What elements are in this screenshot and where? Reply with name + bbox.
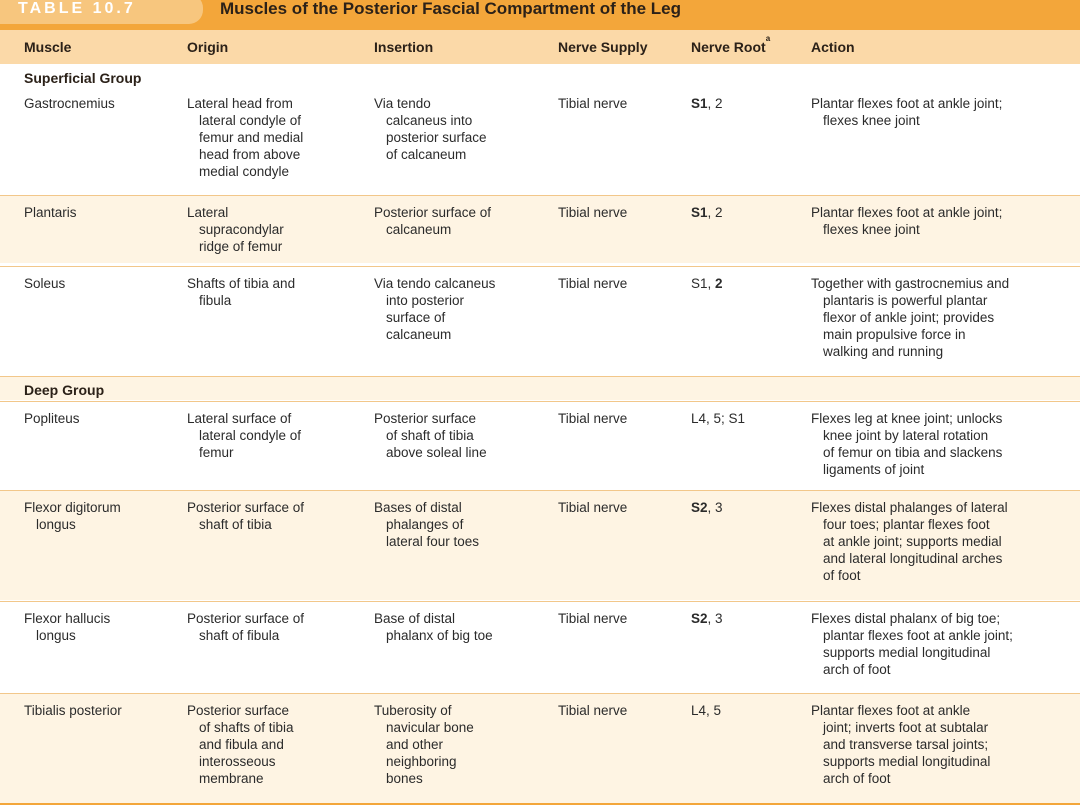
cell-muscle — [24, 499, 121, 533]
cell-nerve-root — [691, 275, 723, 292]
cell-insertion-line: Base of distal — [374, 611, 456, 626]
cell-insertion — [374, 410, 487, 461]
nerve-supply-text: Tibial nerve — [558, 205, 628, 220]
cell-origin-line: fibula — [199, 293, 232, 308]
cell-insertion-line: bones — [386, 771, 423, 786]
cell-insertion — [374, 499, 479, 550]
nerve-root-text — [691, 204, 723, 221]
cell-nerve-supply — [558, 410, 627, 427]
table-title: Muscles of the Posterior Fascial Compartment of the Leg — [220, 0, 681, 18]
column-header-action: Action — [811, 39, 855, 55]
cell-action — [811, 204, 1002, 238]
cell-origin-line: Posterior surface of — [187, 611, 305, 626]
cell-insertion-line: phalanx of big toe — [386, 628, 493, 643]
column-header-nerve-supply: Nerve Supply — [558, 39, 648, 55]
cell-muscle-line: Flexor hallucis — [24, 611, 111, 626]
nerve-root-text — [691, 499, 723, 516]
nerve-root-secondary: , 2 — [707, 205, 723, 220]
nerve-root-label: Nerve Root — [691, 39, 766, 55]
cell-muscle-line: longus — [36, 628, 76, 643]
cell-insertion — [374, 610, 493, 644]
cell-insertion-line: Tuberosity of — [374, 703, 452, 718]
cell-muscle-line: Flexor digitorum — [24, 500, 121, 515]
nerve-supply-text: Tibial nerve — [558, 411, 628, 426]
nerve-root-text — [691, 610, 723, 627]
cell-muscle — [24, 702, 122, 719]
nerve-supply-text: Tibial nerve — [558, 611, 628, 626]
cell-origin — [187, 95, 303, 180]
cell-action-line: joint; inverts foot at subtalar — [823, 720, 989, 735]
cell-action — [811, 702, 990, 787]
cell-action-line: flexor of ankle joint; provides — [823, 310, 995, 325]
cell-action-line: supports medial longitudinal — [823, 754, 991, 769]
cell-insertion-line: and other — [386, 737, 444, 752]
cell-origin-line: femur — [199, 445, 234, 460]
cell-action — [811, 275, 1009, 360]
cell-muscle-line: Plantaris — [24, 205, 77, 220]
cell-origin-line: lateral condyle of — [199, 113, 302, 128]
nerve-root-primary: S1 — [691, 205, 708, 220]
cell-action-line: knee joint by lateral rotation — [823, 428, 989, 443]
table-bottom-rule — [0, 803, 1080, 805]
cell-action-line: of foot — [823, 568, 861, 583]
cell-origin-line: of shafts of tibia — [199, 720, 294, 735]
nerve-root-primary: 2 — [715, 276, 723, 291]
cell-action-line: arch of foot — [823, 662, 891, 677]
cell-action-line: Plantar flexes foot at ankle — [811, 703, 971, 718]
cell-nerve-root — [691, 610, 723, 627]
cell-nerve-root — [691, 702, 721, 719]
cell-insertion-line: navicular bone — [386, 720, 474, 735]
cell-origin-line: Lateral — [187, 205, 229, 220]
nerve-root-primary: S1 — [691, 96, 708, 111]
cell-muscle-line: Gastrocnemius — [24, 96, 115, 111]
cell-action-line: supports medial longitudinal — [823, 645, 991, 660]
column-header-origin: Origin — [187, 39, 229, 55]
cell-origin-line: membrane — [199, 771, 264, 786]
nerve-root-secondary: L4, 5; S1 — [691, 411, 746, 426]
cell-nerve-root — [691, 95, 723, 112]
nerve-supply-text: Tibial nerve — [558, 500, 628, 515]
group-label-deep: Deep Group — [24, 382, 105, 398]
cell-action-line: four toes; plantar flexes foot — [823, 517, 990, 532]
cell-insertion-line: Bases of distal — [374, 500, 462, 515]
cell-insertion — [374, 95, 487, 163]
nerve-root-secondary: S1, — [691, 276, 716, 291]
cell-origin — [187, 499, 304, 533]
cell-nerve-supply — [558, 702, 627, 719]
cell-action-line: at ankle joint; supports medial — [823, 534, 1002, 549]
cell-action-line: ligaments of joint — [823, 462, 925, 477]
cell-insertion-line: lateral four toes — [386, 534, 480, 549]
column-header-nerve-root — [691, 30, 770, 64]
table-row — [0, 195, 1080, 263]
cell-insertion-line: above soleal line — [386, 445, 487, 460]
cell-origin-line: shaft of tibia — [199, 517, 272, 532]
cell-insertion-line: calcaneum — [386, 222, 452, 237]
nerve-root-secondary: , 3 — [707, 500, 723, 515]
cell-muscle — [24, 95, 115, 112]
cell-nerve-supply — [558, 95, 627, 112]
nerve-root-secondary: , 3 — [707, 611, 723, 626]
cell-insertion-line: calcaneus into — [386, 113, 473, 128]
cell-muscle — [24, 410, 80, 427]
nerve-supply-text: Tibial nerve — [558, 276, 628, 291]
column-header-row — [0, 30, 1080, 64]
cell-origin — [187, 275, 295, 309]
cell-origin-line: Posterior surface of — [187, 500, 305, 515]
table-number-tag: TABLE 10.7 — [0, 0, 203, 24]
cell-origin-line: and fibula and — [199, 737, 284, 752]
cell-origin-line: Lateral head from — [187, 96, 293, 111]
cell-origin-line: Shafts of tibia and — [187, 276, 296, 291]
cell-insertion-line: into posterior — [386, 293, 465, 308]
cell-action — [811, 410, 1002, 478]
cell-nerve-supply — [558, 275, 627, 292]
cell-origin-line: lateral condyle of — [199, 428, 302, 443]
nerve-root-text — [691, 275, 723, 292]
group-row-deep — [0, 376, 1080, 400]
cell-muscle-line: longus — [36, 517, 76, 532]
column-header-muscle: Muscle — [24, 39, 72, 55]
table-title-bar — [0, 0, 1080, 30]
cell-origin-line: medial condyle — [199, 164, 290, 179]
nerve-root-secondary: L4, 5 — [691, 703, 722, 718]
cell-action-line: Flexes distal phalanges of lateral — [811, 500, 1008, 515]
cell-origin — [187, 702, 294, 787]
cell-muscle — [24, 204, 77, 221]
cell-nerve-root — [691, 204, 723, 221]
cell-action-line: flexes knee joint — [823, 113, 920, 128]
cell-insertion-line: of shaft of tibia — [386, 428, 474, 443]
cell-action — [811, 499, 1008, 584]
cell-action-line: Plantar flexes foot at ankle joint; — [811, 96, 1003, 111]
cell-insertion-line: neighboring — [386, 754, 457, 769]
nerve-supply-text: Tibial nerve — [558, 703, 628, 718]
cell-nerve-supply — [558, 499, 627, 516]
cell-action-line: plantar flexes foot at ankle joint; — [823, 628, 1013, 643]
cell-nerve-root — [691, 410, 745, 427]
nerve-root-primary: S2 — [691, 611, 708, 626]
table-row — [0, 693, 1080, 803]
cell-insertion — [374, 275, 495, 343]
cell-insertion-line: Posterior surface — [374, 411, 477, 426]
cell-nerve-root — [691, 499, 723, 516]
cell-insertion-line: calcaneum — [386, 327, 452, 342]
cell-action-line: Flexes distal phalanx of big toe; — [811, 611, 1001, 626]
cell-insertion-line: posterior surface — [386, 130, 487, 145]
cell-origin — [187, 610, 304, 644]
table-row — [0, 266, 1080, 375]
cell-origin-line: supracondylar — [199, 222, 284, 237]
cell-action-line: Flexes leg at knee joint; unlocks — [811, 411, 1003, 426]
cell-insertion-line: surface of — [386, 310, 446, 325]
table-row — [0, 87, 1080, 191]
cell-muscle-line: Soleus — [24, 276, 66, 291]
cell-origin-line: shaft of fibula — [199, 628, 280, 643]
cell-action-line: and transverse tarsal joints; — [823, 737, 989, 752]
cell-action-line: Together with gastrocnemius and — [811, 276, 1010, 291]
cell-nerve-supply — [558, 204, 627, 221]
cell-origin-line: Posterior surface — [187, 703, 290, 718]
cell-insertion-line: phalanges of — [386, 517, 464, 532]
nerve-root-secondary: , 2 — [707, 96, 723, 111]
column-header-insertion: Insertion — [374, 39, 434, 55]
cell-origin-line: femur and medial — [199, 130, 304, 145]
table-row — [0, 601, 1080, 692]
cell-origin-line: ridge of femur — [199, 239, 283, 254]
cell-muscle — [24, 610, 110, 644]
cell-muscle — [24, 275, 65, 292]
group-label-superficial: Superficial Group — [24, 70, 142, 86]
nerve-root-text — [691, 95, 723, 112]
nerve-root-text — [691, 410, 745, 427]
nerve-supply-text: Tibial nerve — [558, 96, 628, 111]
cell-nerve-supply — [558, 610, 627, 627]
cell-action-line: plantaris is powerful plantar — [823, 293, 988, 308]
cell-action-line: and lateral longitudinal arches — [823, 551, 1003, 566]
table-row — [0, 490, 1080, 600]
cell-action-line: main propulsive force in — [823, 327, 966, 342]
cell-action — [811, 610, 1013, 678]
cell-muscle-line: Popliteus — [24, 411, 80, 426]
cell-origin-line: head from above — [199, 147, 301, 162]
cell-action-line: of femur on tibia and slackens — [823, 445, 1003, 460]
cell-origin — [187, 204, 284, 255]
cell-insertion-line: Posterior surface of — [374, 205, 492, 220]
cell-insertion — [374, 702, 474, 787]
cell-insertion — [374, 204, 491, 238]
cell-origin — [187, 410, 301, 461]
cell-action-line: flexes knee joint — [823, 222, 920, 237]
cell-muscle-line: Tibialis posterior — [24, 703, 122, 718]
cell-action-line: arch of foot — [823, 771, 891, 786]
cell-insertion-line: of calcaneum — [386, 147, 467, 162]
cell-origin-line: interosseous — [199, 754, 276, 769]
cell-origin-line: Lateral surface of — [187, 411, 292, 426]
table-row — [0, 401, 1080, 489]
cell-action-line: Plantar flexes foot at ankle joint; — [811, 205, 1003, 220]
cell-insertion-line: Via tendo — [374, 96, 431, 111]
nerve-root-text — [691, 702, 721, 719]
cell-action — [811, 95, 1002, 129]
cell-action-line: walking and running — [823, 344, 944, 359]
nerve-root-primary: S2 — [691, 500, 708, 515]
footnote-marker: a — [765, 34, 771, 43]
cell-insertion-line: Via tendo calcaneus — [374, 276, 496, 291]
